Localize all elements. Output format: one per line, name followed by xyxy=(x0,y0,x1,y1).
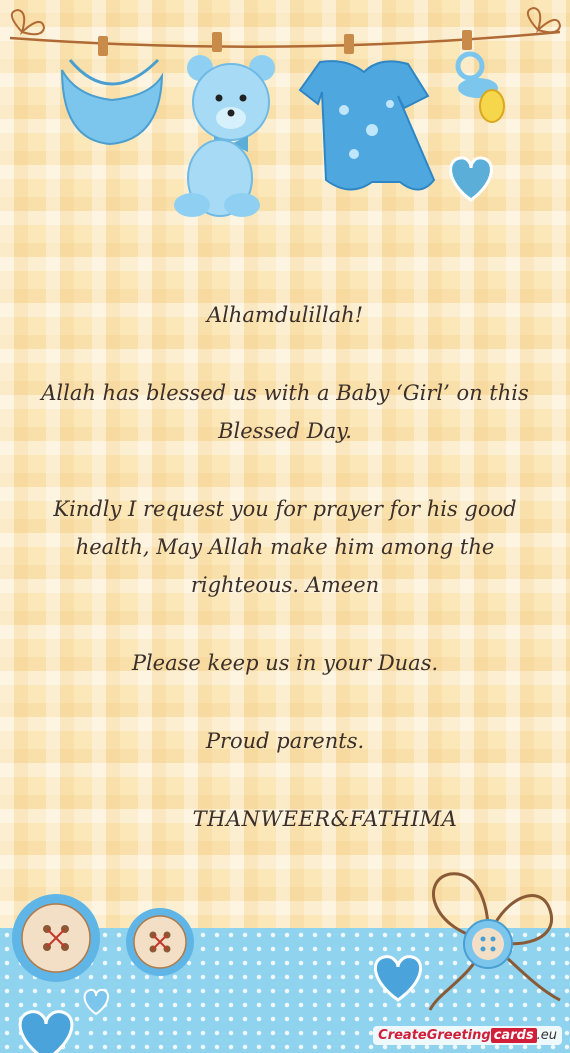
brand-part-3: .eu xyxy=(536,1028,557,1043)
brand-watermark xyxy=(373,1026,562,1045)
greeting-message xyxy=(30,296,540,838)
left-bow-icon xyxy=(12,10,44,34)
heart-icon xyxy=(451,158,492,200)
baby-onesie-icon xyxy=(300,34,434,190)
pacifier-icon xyxy=(458,30,504,122)
clothesline-decoration xyxy=(0,0,570,250)
duas-text: Please keep us in your Duas. xyxy=(131,651,439,675)
right-bow-icon xyxy=(528,8,560,32)
proud-parents-text: Proud parents. xyxy=(205,729,365,753)
prayer-request-text: Kindly I request you for prayer for his good health, May Allah make him among the righteous. Ameen xyxy=(53,497,517,597)
brand-part-1: CreateGreeting xyxy=(378,1028,491,1043)
blessing-text: Allah has blessed us with a Baby ‘Girl’ on this Blessed Day. xyxy=(41,381,529,443)
baby-bib-icon xyxy=(62,36,162,144)
teddy-bear-icon xyxy=(174,32,275,217)
brand-part-2: cards xyxy=(491,1028,537,1043)
parents-signature: THANWEER&FATHIMA xyxy=(192,807,458,831)
greeting-heading: Alhamdulillah! xyxy=(206,303,364,327)
